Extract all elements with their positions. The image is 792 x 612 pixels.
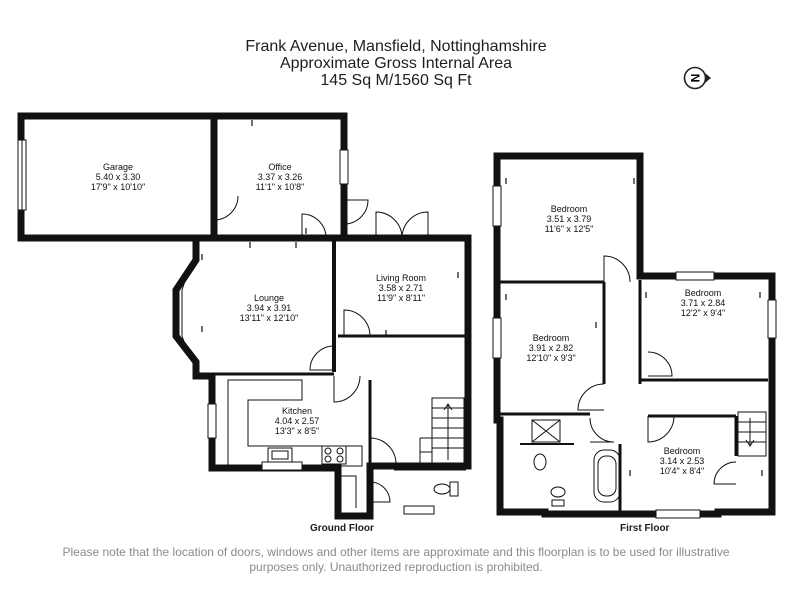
first-floor-stairs (738, 412, 766, 456)
garage-label: Garage (102, 162, 134, 172)
area-value: 145 Sq M/1560 Sq Ft (320, 72, 472, 89)
north-letter: N (688, 73, 703, 83)
garage-metric: 5.40 x 3.30 (95, 172, 141, 182)
bedroom-1-label: Bedroom (550, 204, 588, 214)
bedroom-1-imperial: 11'6" x 12'5" (544, 224, 594, 234)
bedroom-2-imperial: 12'10" x 9'3" (526, 353, 576, 363)
disclaimer-line-2: purposes only. Unauthorized reproduction is prohibited. (249, 560, 543, 574)
bed4-window (656, 510, 700, 518)
first-floor-label: First Floor (620, 523, 670, 534)
bedroom-3-imperial: 12'2" x 9'4" (680, 308, 726, 318)
garage-imperial: 17'9" x 10'10" (90, 182, 146, 192)
ground-stairs (420, 398, 464, 464)
living-room-imperial: 11'9" x 8'11" (376, 293, 426, 303)
ground-floor-label: Ground Floor (310, 523, 374, 534)
disclaimer-line-1: Please note that the location of doors, windows and other items are approximate and this floorplan is to be used for illustrative (62, 545, 730, 559)
lounge-imperial: 13'11" x 12'10" (239, 313, 299, 323)
bed2-window (493, 318, 501, 358)
living-room-label: Living Room (375, 273, 427, 283)
lounge-label: Lounge (253, 293, 285, 303)
garage-office-door (214, 196, 238, 220)
kitchen-imperial: 13'3" x 8'5" (274, 426, 320, 436)
bedroom-3-label: Bedroom (684, 288, 722, 298)
first-floor-toilet (551, 487, 565, 497)
property-address: Frank Avenue, Mansfield, Nottinghamshire (245, 38, 547, 55)
kitchen-label: Kitchen (281, 406, 313, 416)
bedroom-4-imperial: 10'4" x 8'4" (659, 466, 705, 476)
bedroom-2-label: Bedroom (532, 333, 570, 343)
wc-toilet (434, 484, 450, 494)
basin (534, 454, 546, 470)
area-heading: Approximate Gross Internal Area (279, 55, 513, 72)
bedroom-1-metric: 3.51 x 3.79 (546, 214, 592, 224)
office-metric: 3.37 x 3.26 (257, 172, 303, 182)
bedroom-2-metric: 3.91 x 2.82 (528, 343, 574, 353)
bed3-window (676, 272, 714, 280)
bedroom-4-label: Bedroom (663, 446, 701, 456)
bed1-window (493, 186, 501, 226)
lounge-metric: 3.94 x 3.91 (246, 303, 292, 313)
office-imperial: 11'1" x 10'8" (255, 182, 305, 192)
living-room-metric: 3.58 x 2.71 (378, 283, 424, 293)
kitchen-metric: 4.04 x 2.57 (274, 416, 320, 426)
office-label: Office (268, 162, 292, 172)
bedroom-4-metric: 3.14 x 2.53 (659, 456, 705, 466)
disclaimer (0, 545, 792, 575)
bedroom-3-metric: 3.71 x 2.84 (680, 298, 726, 308)
office-window (340, 150, 348, 184)
living-french-door-right (402, 212, 428, 238)
living-french-door-left (376, 212, 402, 238)
kitchen-window (208, 404, 216, 438)
